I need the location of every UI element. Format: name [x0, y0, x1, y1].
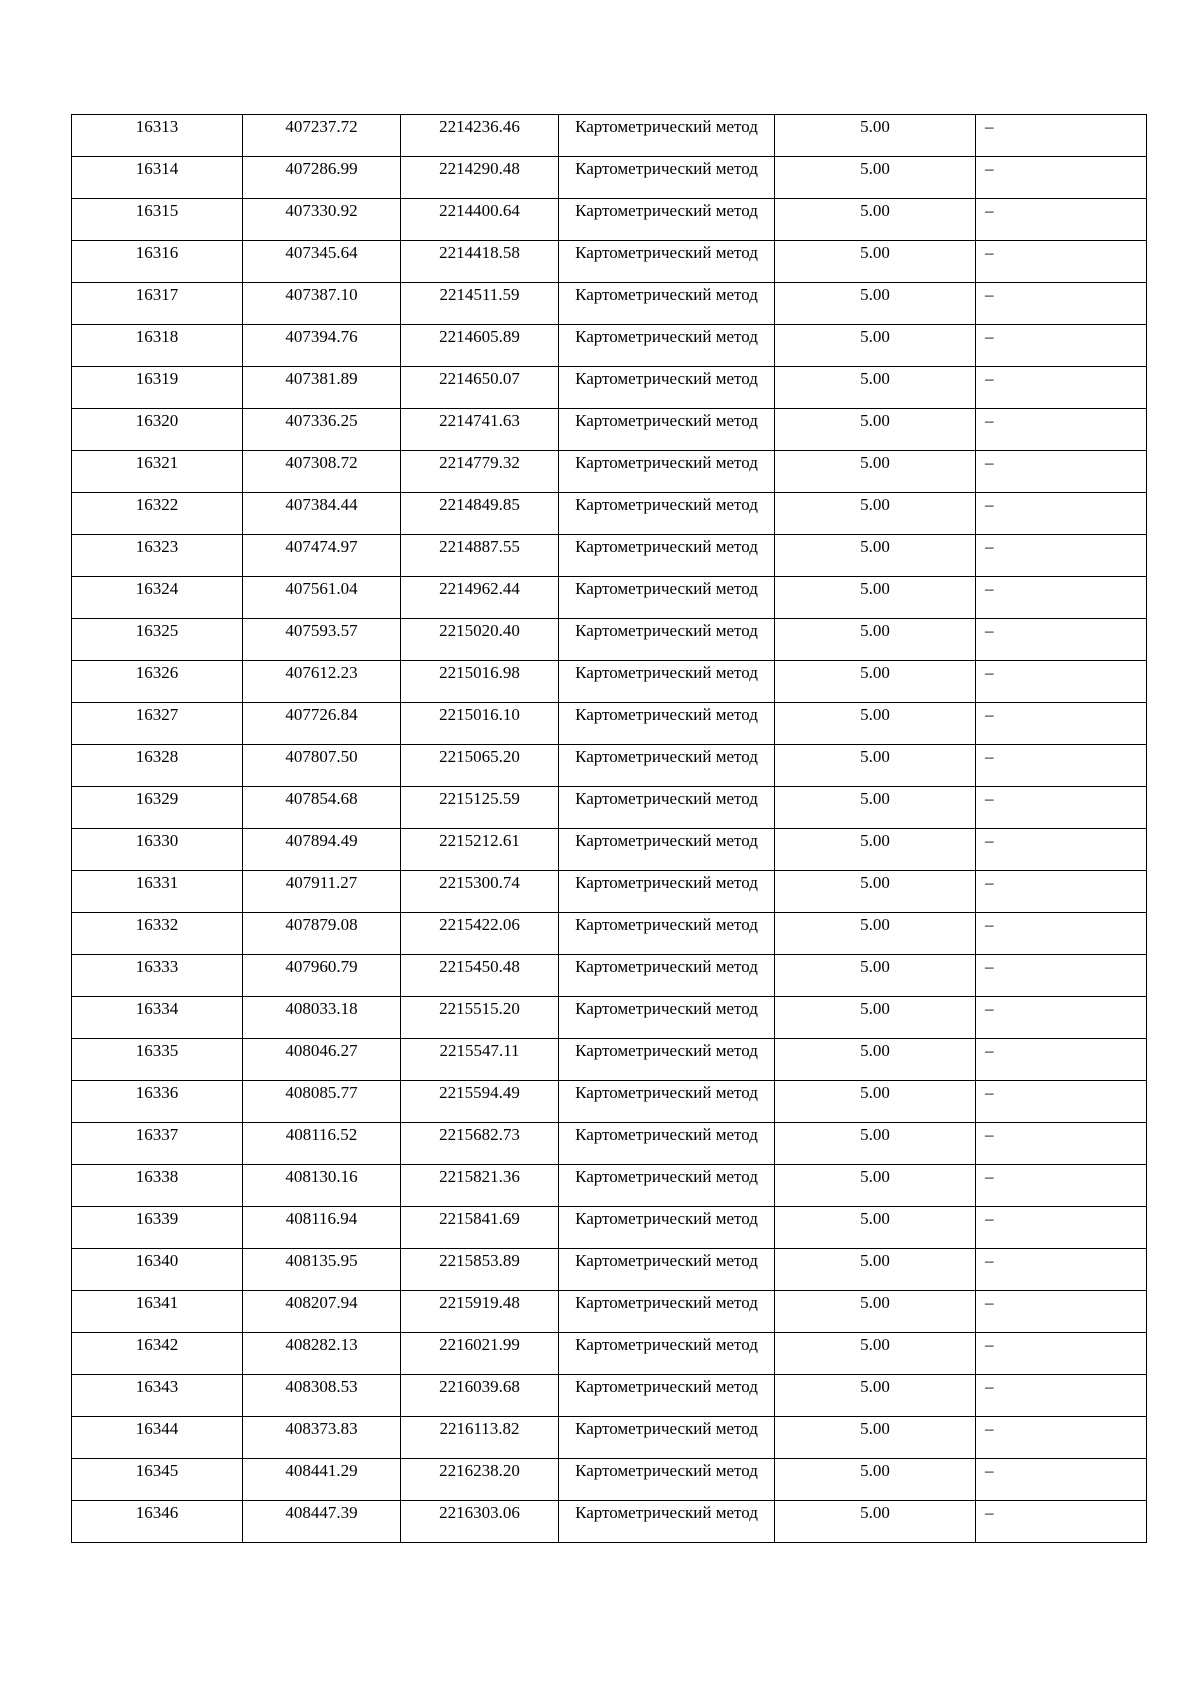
point-number-cell: 16343	[72, 1375, 243, 1417]
y-coordinate-cell: 2215422.06	[401, 913, 559, 955]
y-coordinate-cell: 2216113.82	[401, 1417, 559, 1459]
accuracy-cell: 5.00	[775, 199, 976, 241]
point-number-cell: 16314	[72, 157, 243, 199]
note-cell: –	[976, 1249, 1147, 1291]
x-coordinate-cell: 407894.49	[243, 829, 401, 871]
accuracy-cell: 5.00	[775, 619, 976, 661]
method-cell: Картометрический метод	[559, 241, 775, 283]
note-cell: –	[976, 829, 1147, 871]
y-coordinate-cell: 2214290.48	[401, 157, 559, 199]
table-row	[72, 1081, 1147, 1123]
note-cell: –	[976, 997, 1147, 1039]
table-row	[72, 493, 1147, 535]
table-row	[72, 1291, 1147, 1333]
point-number-cell: 16338	[72, 1165, 243, 1207]
x-coordinate-cell: 407308.72	[243, 451, 401, 493]
accuracy-cell: 5.00	[775, 535, 976, 577]
note-cell: –	[976, 493, 1147, 535]
accuracy-cell: 5.00	[775, 1291, 976, 1333]
y-coordinate-cell: 2215853.89	[401, 1249, 559, 1291]
accuracy-cell: 5.00	[775, 1375, 976, 1417]
x-coordinate-cell: 407854.68	[243, 787, 401, 829]
note-cell: –	[976, 619, 1147, 661]
note-cell: –	[976, 871, 1147, 913]
method-cell: Картометрический метод	[559, 913, 775, 955]
table-row	[72, 661, 1147, 703]
method-cell: Картометрический метод	[559, 703, 775, 745]
y-coordinate-cell: 2214650.07	[401, 367, 559, 409]
point-number-cell: 16339	[72, 1207, 243, 1249]
note-cell: –	[976, 241, 1147, 283]
y-coordinate-cell: 2215594.49	[401, 1081, 559, 1123]
note-cell: –	[976, 661, 1147, 703]
method-cell: Картометрический метод	[559, 493, 775, 535]
table-row	[72, 577, 1147, 619]
method-cell: Картометрический метод	[559, 745, 775, 787]
y-coordinate-cell: 2215016.98	[401, 661, 559, 703]
note-cell: –	[976, 535, 1147, 577]
accuracy-cell: 5.00	[775, 283, 976, 325]
x-coordinate-cell: 407561.04	[243, 577, 401, 619]
y-coordinate-cell: 2214418.58	[401, 241, 559, 283]
method-cell: Картометрический метод	[559, 1249, 775, 1291]
x-coordinate-cell: 408373.83	[243, 1417, 401, 1459]
accuracy-cell: 5.00	[775, 829, 976, 871]
accuracy-cell: 5.00	[775, 493, 976, 535]
y-coordinate-cell: 2215016.10	[401, 703, 559, 745]
coordinates-table-body	[72, 115, 1147, 1543]
accuracy-cell: 5.00	[775, 241, 976, 283]
y-coordinate-cell: 2215020.40	[401, 619, 559, 661]
note-cell: –	[976, 1459, 1147, 1501]
method-cell: Картометрический метод	[559, 1333, 775, 1375]
method-cell: Картометрический метод	[559, 1459, 775, 1501]
y-coordinate-cell: 2214849.85	[401, 493, 559, 535]
point-number-cell: 16327	[72, 703, 243, 745]
point-number-cell: 16345	[72, 1459, 243, 1501]
point-number-cell: 16329	[72, 787, 243, 829]
point-number-cell: 16326	[72, 661, 243, 703]
point-number-cell: 16316	[72, 241, 243, 283]
note-cell: –	[976, 157, 1147, 199]
accuracy-cell: 5.00	[775, 409, 976, 451]
x-coordinate-cell: 408116.94	[243, 1207, 401, 1249]
x-coordinate-cell: 408130.16	[243, 1165, 401, 1207]
note-cell: –	[976, 745, 1147, 787]
y-coordinate-cell: 2215300.74	[401, 871, 559, 913]
x-coordinate-cell: 408116.52	[243, 1123, 401, 1165]
point-number-cell: 16318	[72, 325, 243, 367]
x-coordinate-cell: 408135.95	[243, 1249, 401, 1291]
accuracy-cell: 5.00	[775, 325, 976, 367]
accuracy-cell: 5.00	[775, 1123, 976, 1165]
accuracy-cell: 5.00	[775, 1081, 976, 1123]
point-number-cell: 16320	[72, 409, 243, 451]
method-cell: Картометрический метод	[559, 1501, 775, 1543]
accuracy-cell: 5.00	[775, 115, 976, 157]
table-row	[72, 283, 1147, 325]
x-coordinate-cell: 408207.94	[243, 1291, 401, 1333]
note-cell: –	[976, 577, 1147, 619]
y-coordinate-cell: 2216021.99	[401, 1333, 559, 1375]
point-number-cell: 16336	[72, 1081, 243, 1123]
method-cell: Картометрический метод	[559, 325, 775, 367]
x-coordinate-cell: 408046.27	[243, 1039, 401, 1081]
x-coordinate-cell: 407336.25	[243, 409, 401, 451]
note-cell: –	[976, 367, 1147, 409]
point-number-cell: 16323	[72, 535, 243, 577]
table-row	[72, 535, 1147, 577]
method-cell: Картометрический метод	[559, 1375, 775, 1417]
note-cell: –	[976, 451, 1147, 493]
method-cell: Картометрический метод	[559, 115, 775, 157]
y-coordinate-cell: 2214887.55	[401, 535, 559, 577]
table-row	[72, 451, 1147, 493]
accuracy-cell: 5.00	[775, 997, 976, 1039]
x-coordinate-cell: 407960.79	[243, 955, 401, 997]
table-row	[72, 1333, 1147, 1375]
method-cell: Картометрический метод	[559, 535, 775, 577]
x-coordinate-cell: 408308.53	[243, 1375, 401, 1417]
note-cell: –	[976, 703, 1147, 745]
point-number-cell: 16317	[72, 283, 243, 325]
accuracy-cell: 5.00	[775, 367, 976, 409]
x-coordinate-cell: 407807.50	[243, 745, 401, 787]
note-cell: –	[976, 1501, 1147, 1543]
table-row	[72, 1459, 1147, 1501]
note-cell: –	[976, 1207, 1147, 1249]
note-cell: –	[976, 199, 1147, 241]
y-coordinate-cell: 2216039.68	[401, 1375, 559, 1417]
x-coordinate-cell: 407593.57	[243, 619, 401, 661]
x-coordinate-cell: 407387.10	[243, 283, 401, 325]
point-number-cell: 16319	[72, 367, 243, 409]
method-cell: Картометрический метод	[559, 1081, 775, 1123]
table-row	[72, 1249, 1147, 1291]
y-coordinate-cell: 2215821.36	[401, 1165, 559, 1207]
y-coordinate-cell: 2214236.46	[401, 115, 559, 157]
point-number-cell: 16315	[72, 199, 243, 241]
coordinates-table	[71, 114, 1147, 1543]
table-row	[72, 745, 1147, 787]
x-coordinate-cell: 407286.99	[243, 157, 401, 199]
method-cell: Картометрический метод	[559, 409, 775, 451]
x-coordinate-cell: 408282.13	[243, 1333, 401, 1375]
point-number-cell: 16334	[72, 997, 243, 1039]
table-row	[72, 1501, 1147, 1543]
point-number-cell: 16340	[72, 1249, 243, 1291]
note-cell: –	[976, 1039, 1147, 1081]
x-coordinate-cell: 407911.27	[243, 871, 401, 913]
y-coordinate-cell: 2215841.69	[401, 1207, 559, 1249]
y-coordinate-cell: 2214400.64	[401, 199, 559, 241]
method-cell: Картометрический метод	[559, 199, 775, 241]
method-cell: Картометрический метод	[559, 787, 775, 829]
table-row	[72, 367, 1147, 409]
method-cell: Картометрический метод	[559, 283, 775, 325]
method-cell: Картометрический метод	[559, 1291, 775, 1333]
method-cell: Картометрический метод	[559, 1417, 775, 1459]
x-coordinate-cell: 408085.77	[243, 1081, 401, 1123]
accuracy-cell: 5.00	[775, 1207, 976, 1249]
method-cell: Картометрический метод	[559, 1123, 775, 1165]
note-cell: –	[976, 1375, 1147, 1417]
point-number-cell: 16322	[72, 493, 243, 535]
x-coordinate-cell: 407879.08	[243, 913, 401, 955]
note-cell: –	[976, 283, 1147, 325]
accuracy-cell: 5.00	[775, 661, 976, 703]
accuracy-cell: 5.00	[775, 1501, 976, 1543]
method-cell: Картометрический метод	[559, 829, 775, 871]
point-number-cell: 16341	[72, 1291, 243, 1333]
point-number-cell: 16313	[72, 115, 243, 157]
note-cell: –	[976, 325, 1147, 367]
accuracy-cell: 5.00	[775, 157, 976, 199]
y-coordinate-cell: 2215125.59	[401, 787, 559, 829]
y-coordinate-cell: 2215450.48	[401, 955, 559, 997]
table-row	[72, 1123, 1147, 1165]
note-cell: –	[976, 115, 1147, 157]
method-cell: Картометрический метод	[559, 661, 775, 703]
table-row	[72, 829, 1147, 871]
point-number-cell: 16331	[72, 871, 243, 913]
y-coordinate-cell: 2215682.73	[401, 1123, 559, 1165]
method-cell: Картометрический метод	[559, 871, 775, 913]
note-cell: –	[976, 1081, 1147, 1123]
y-coordinate-cell: 2216238.20	[401, 1459, 559, 1501]
accuracy-cell: 5.00	[775, 1459, 976, 1501]
method-cell: Картометрический метод	[559, 367, 775, 409]
point-number-cell: 16333	[72, 955, 243, 997]
point-number-cell: 16337	[72, 1123, 243, 1165]
table-row	[72, 787, 1147, 829]
x-coordinate-cell: 407237.72	[243, 115, 401, 157]
accuracy-cell: 5.00	[775, 871, 976, 913]
accuracy-cell: 5.00	[775, 1333, 976, 1375]
table-row	[72, 115, 1147, 157]
x-coordinate-cell: 407726.84	[243, 703, 401, 745]
table-row	[72, 199, 1147, 241]
note-cell: –	[976, 955, 1147, 997]
table-row	[72, 871, 1147, 913]
table-row	[72, 955, 1147, 997]
table-row	[72, 997, 1147, 1039]
accuracy-cell: 5.00	[775, 1165, 976, 1207]
point-number-cell: 16344	[72, 1417, 243, 1459]
method-cell: Картометрический метод	[559, 1207, 775, 1249]
y-coordinate-cell: 2214605.89	[401, 325, 559, 367]
table-row	[72, 325, 1147, 367]
table-row	[72, 703, 1147, 745]
note-cell: –	[976, 787, 1147, 829]
x-coordinate-cell: 407384.44	[243, 493, 401, 535]
x-coordinate-cell: 407474.97	[243, 535, 401, 577]
point-number-cell: 16335	[72, 1039, 243, 1081]
accuracy-cell: 5.00	[775, 451, 976, 493]
method-cell: Картометрический метод	[559, 1165, 775, 1207]
method-cell: Картометрический метод	[559, 577, 775, 619]
y-coordinate-cell: 2215212.61	[401, 829, 559, 871]
y-coordinate-cell: 2215065.20	[401, 745, 559, 787]
table-row	[72, 1417, 1147, 1459]
table-row	[72, 1039, 1147, 1081]
accuracy-cell: 5.00	[775, 955, 976, 997]
x-coordinate-cell: 408441.29	[243, 1459, 401, 1501]
note-cell: –	[976, 1291, 1147, 1333]
method-cell: Картометрический метод	[559, 997, 775, 1039]
y-coordinate-cell: 2215919.48	[401, 1291, 559, 1333]
note-cell: –	[976, 1123, 1147, 1165]
accuracy-cell: 5.00	[775, 1417, 976, 1459]
method-cell: Картометрический метод	[559, 451, 775, 493]
y-coordinate-cell: 2214962.44	[401, 577, 559, 619]
accuracy-cell: 5.00	[775, 1039, 976, 1081]
method-cell: Картометрический метод	[559, 955, 775, 997]
accuracy-cell: 5.00	[775, 913, 976, 955]
note-cell: –	[976, 1333, 1147, 1375]
x-coordinate-cell: 408033.18	[243, 997, 401, 1039]
x-coordinate-cell: 408447.39	[243, 1501, 401, 1543]
note-cell: –	[976, 913, 1147, 955]
table-row	[72, 913, 1147, 955]
point-number-cell: 16332	[72, 913, 243, 955]
x-coordinate-cell: 407330.92	[243, 199, 401, 241]
accuracy-cell: 5.00	[775, 1249, 976, 1291]
point-number-cell: 16324	[72, 577, 243, 619]
point-number-cell: 16328	[72, 745, 243, 787]
y-coordinate-cell: 2214779.32	[401, 451, 559, 493]
y-coordinate-cell: 2216303.06	[401, 1501, 559, 1543]
note-cell: –	[976, 1417, 1147, 1459]
y-coordinate-cell: 2215515.20	[401, 997, 559, 1039]
accuracy-cell: 5.00	[775, 745, 976, 787]
table-row	[72, 157, 1147, 199]
note-cell: –	[976, 409, 1147, 451]
point-number-cell: 16346	[72, 1501, 243, 1543]
accuracy-cell: 5.00	[775, 703, 976, 745]
table-row	[72, 409, 1147, 451]
x-coordinate-cell: 407612.23	[243, 661, 401, 703]
point-number-cell: 16330	[72, 829, 243, 871]
table-row	[72, 1207, 1147, 1249]
x-coordinate-cell: 407394.76	[243, 325, 401, 367]
table-row	[72, 1165, 1147, 1207]
method-cell: Картометрический метод	[559, 619, 775, 661]
x-coordinate-cell: 407381.89	[243, 367, 401, 409]
method-cell: Картометрический метод	[559, 1039, 775, 1081]
table-row	[72, 1375, 1147, 1417]
y-coordinate-cell: 2214741.63	[401, 409, 559, 451]
point-number-cell: 16325	[72, 619, 243, 661]
table-row	[72, 241, 1147, 283]
table-row	[72, 619, 1147, 661]
point-number-cell: 16342	[72, 1333, 243, 1375]
accuracy-cell: 5.00	[775, 787, 976, 829]
y-coordinate-cell: 2214511.59	[401, 283, 559, 325]
method-cell: Картометрический метод	[559, 157, 775, 199]
accuracy-cell: 5.00	[775, 577, 976, 619]
point-number-cell: 16321	[72, 451, 243, 493]
x-coordinate-cell: 407345.64	[243, 241, 401, 283]
note-cell: –	[976, 1165, 1147, 1207]
y-coordinate-cell: 2215547.11	[401, 1039, 559, 1081]
